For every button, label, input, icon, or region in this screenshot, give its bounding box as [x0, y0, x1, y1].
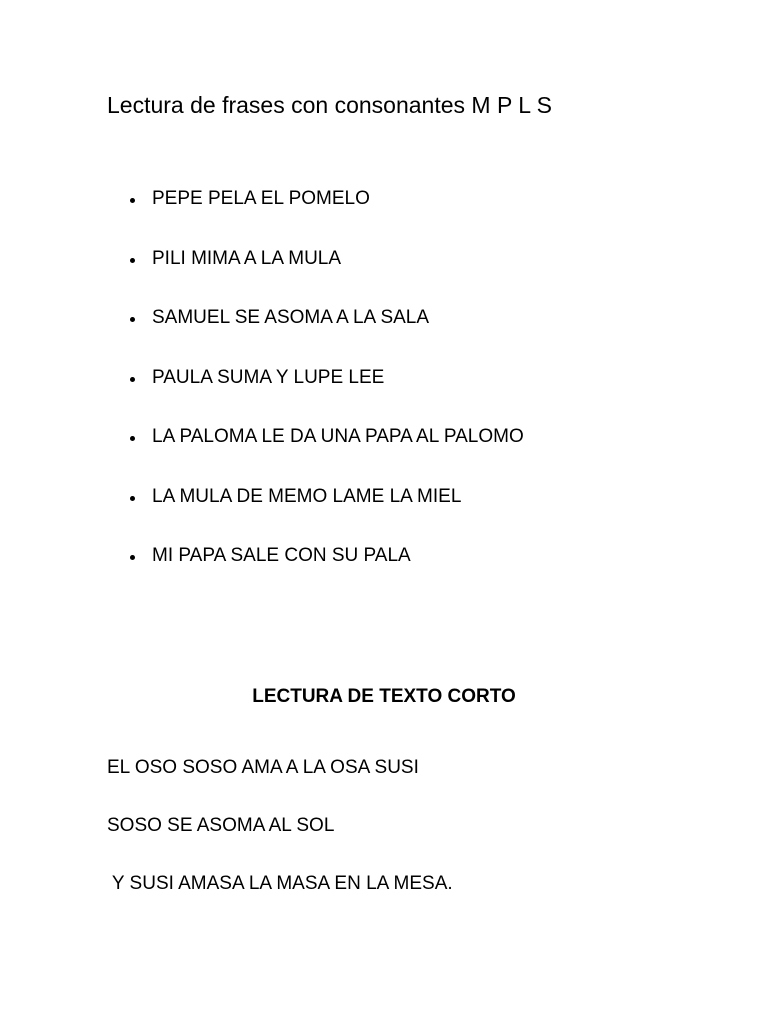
bullet-icon	[130, 198, 135, 203]
bullet-icon	[130, 377, 135, 382]
phrase-text: MI PAPA SALE CON SU PALA	[152, 545, 411, 566]
bullet-icon	[130, 436, 135, 441]
bullet-icon	[130, 555, 135, 560]
bullet-icon	[130, 317, 135, 322]
phrase-text: PAULA SUMA Y LUPE LEE	[152, 366, 385, 388]
phrase-text: PEPE PELA EL POMELO	[152, 188, 370, 209]
phrase-text: SAMUEL SE ASOMA A LA SALA	[152, 307, 430, 328]
bullet-icon	[130, 258, 135, 263]
short-text-line: SOSO SE ASOMA AL SOL	[107, 815, 335, 836]
short-text-line: EL OSO SOSO AMA A LA OSA SUSI	[107, 757, 419, 778]
phrase-text: LA MULA DE MEMO LAME LA MIEL	[152, 485, 462, 507]
phrase-text: LA PALOMA LE DA UNA PAPA AL PALOMO	[152, 426, 524, 447]
bullet-icon	[130, 496, 135, 501]
short-text-heading: LECTURA DE TEXTO CORTO	[252, 686, 516, 707]
page-title: Lectura de frases con consonantes M P L S	[107, 92, 552, 118]
phrase-text: PILI MIMA A LA MULA	[152, 247, 342, 269]
short-text-line: Y SUSI AMASA LA MASA EN LA MESA.	[107, 873, 453, 894]
